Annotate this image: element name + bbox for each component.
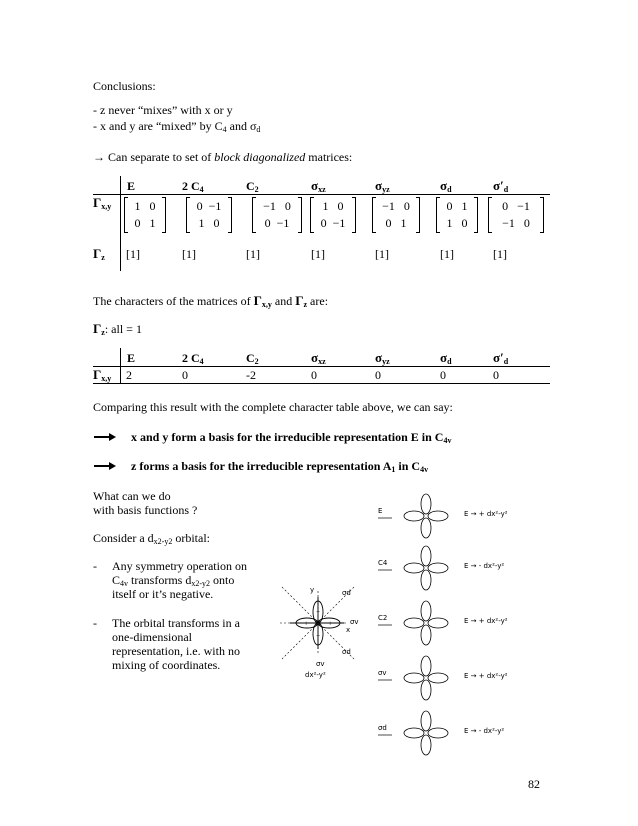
matrix-header-e: E <box>127 179 136 193</box>
svg-text:+: + <box>328 621 333 627</box>
row-label-gamma-xy: $\Gamma_{x,y}$ <box>93 195 112 211</box>
matrix-sigma-d: 0 1 1 0 <box>436 197 478 233</box>
char-value: -2 <box>246 368 256 382</box>
operation-result: E → + dx²-y² <box>464 617 508 625</box>
item-2-line-1: The orbital transforms in a <box>112 616 240 630</box>
sigma-d-label: σd <box>342 648 351 656</box>
consider-orbital: Consider a $d_{x2-y2}$ orbital: <box>93 531 210 546</box>
operation-arrow-icon <box>378 568 394 572</box>
svg-text:−: − <box>316 633 321 639</box>
operation-label: E <box>378 507 383 515</box>
conclusion-line-2: - x and y are “mixed” by $C_4$ and $\sigma_d$ <box>93 119 261 134</box>
matrix-sigma-yz: −1 0 0 1 <box>372 197 420 233</box>
matrix-table-label-rule <box>120 176 121 271</box>
item-1-line-2: $C_{4v}$ transforms $d_{x2-y2}$ onto <box>112 573 235 588</box>
matrix-header-sigma-d: $\sigma_d$ <box>440 178 452 194</box>
matrix-sigma-xz: 1 0 0 −1 <box>310 197 356 233</box>
matrix-header-sigma-yz: $\sigma_{yz}$ <box>375 178 390 194</box>
operation-arrow-icon <box>378 678 394 682</box>
matrix-sigma-d-prime: 0 −1 −1 0 <box>488 197 544 233</box>
sigma-v-label: σv <box>350 618 359 626</box>
operation-result: E → + dx²-y² <box>464 510 508 518</box>
matrix-table-header-rule <box>93 194 550 195</box>
char-value: 0 <box>311 368 317 382</box>
basis-question-1: What can we do <box>93 489 171 503</box>
operation-arrow-icon <box>378 516 394 520</box>
sigma-d-label: σd <box>342 589 351 597</box>
basis-question-2: with basis functions ? <box>93 503 198 517</box>
item-1-line-1: Any symmetry operation on <box>112 559 247 573</box>
char-header-sigma-xz: $\sigma_{xz}$ <box>311 350 326 366</box>
char-value: 0 <box>182 368 188 382</box>
item-2-line-4: mixing of coordinates. <box>112 658 221 672</box>
operation-result: E → - dx²-y² <box>464 727 505 735</box>
char-table-bottom-rule <box>93 383 550 384</box>
item-2-dash: - <box>93 616 97 630</box>
page-number: 82 <box>528 777 540 791</box>
operation-label: C2 <box>378 614 388 622</box>
right-arrow-icon <box>93 461 117 471</box>
sigma-v-label: σv <box>316 660 325 668</box>
conclusions-heading: Conclusions: <box>93 79 156 93</box>
operation-result: E → + dx²-y² <box>464 672 508 680</box>
gamma-z-value: [1] <box>493 247 507 261</box>
conclusion-bullet-e: x and y form a basis for the irreducible representation E in $C_{4v}$ <box>131 430 452 445</box>
item-1-dash: - <box>93 559 97 573</box>
item-1-line-3: itself or it’s negative. <box>112 587 214 601</box>
matrix-c2: −1 0 0 −1 <box>252 197 302 233</box>
matrix-header-sigma-d-prime: $\sigma'_d$ <box>493 178 509 194</box>
gamma-z-value: [1] <box>246 247 260 261</box>
orbital-icon <box>402 544 450 592</box>
char-value: 0 <box>440 368 446 382</box>
char-header-c2: $C_2$ <box>246 351 259 366</box>
conclusion-line-3: → Can separate to set of block diagonalized matrices: <box>93 150 353 164</box>
char-table-label-rule <box>120 348 121 384</box>
matrix-header-c2: $C_2$ <box>246 179 259 194</box>
item-2-line-3: representation, i.e. with no <box>112 644 240 658</box>
svg-text:+: + <box>304 621 309 627</box>
orbital-icon <box>402 492 450 540</box>
matrix-c4: 0 −1 1 0 <box>186 197 232 233</box>
matrix-header-2c4: 2 $C_4$ <box>182 179 204 194</box>
gamma-z-value: [1] <box>375 247 389 261</box>
char-row-label-gamma-xy: $\Gamma_{x,y}$ <box>93 367 112 383</box>
operation-label: σv <box>378 669 387 677</box>
operation-result: E → - dx²-y² <box>464 562 505 570</box>
right-arrow-icon: → <box>93 150 105 164</box>
matrix-header-sigma-xz: $\sigma_{xz}$ <box>311 178 326 194</box>
char-header-sigma-yz: $\sigma_{yz}$ <box>375 350 390 366</box>
gamma-z-value: [1] <box>182 247 196 261</box>
orbital-icon <box>402 709 450 757</box>
char-value: 2 <box>126 368 132 382</box>
char-value: 0 <box>493 368 499 382</box>
char-header-e: E <box>127 351 136 365</box>
gamma-z-all-one: $\Gamma_z$: all = 1 <box>93 321 142 337</box>
characters-intro: The characters of the matrices of $\Gamma_{x,y}$ and $\Gamma_z$ are: <box>93 293 329 309</box>
conclusion-bullet-a1: z forms a basis for the irreducible representation $A_1$ in $C_{4v}$ <box>131 459 429 474</box>
orbital-icon <box>402 599 450 647</box>
gamma-z-value: [1] <box>126 247 140 261</box>
operation-arrow-icon <box>378 733 394 737</box>
char-value: 0 <box>375 368 381 382</box>
axis-y-label: y <box>310 586 315 594</box>
conclusion-line-1: - z never “mixes” with x or y <box>93 103 233 117</box>
matrix-e: 1 0 0 1 <box>124 197 166 233</box>
comparison-text: Comparing this result with the complete character table above, we can say: <box>93 400 453 414</box>
char-header-sigma-d-prime: $\sigma'_d$ <box>493 350 509 366</box>
char-header-sigma-d: $\sigma_d$ <box>440 350 452 366</box>
operation-label: σd <box>378 724 387 732</box>
d-orbital-label: dx²-y² <box>305 671 326 679</box>
gamma-z-value: [1] <box>440 247 454 261</box>
right-arrow-icon <box>93 432 117 442</box>
gamma-z-value: [1] <box>311 247 325 261</box>
row-label-gamma-z: $\Gamma_z$ <box>93 246 105 262</box>
orbital-icon <box>402 654 450 702</box>
char-table-header-rule <box>93 366 550 367</box>
char-header-2c4: 2 $C_4$ <box>182 351 204 366</box>
operation-label: C4 <box>378 559 388 567</box>
axis-x-label: x <box>346 626 351 634</box>
operation-arrow-icon <box>378 623 394 627</box>
svg-text:−: − <box>316 609 321 615</box>
item-2-line-2: one-dimensional <box>112 630 192 644</box>
